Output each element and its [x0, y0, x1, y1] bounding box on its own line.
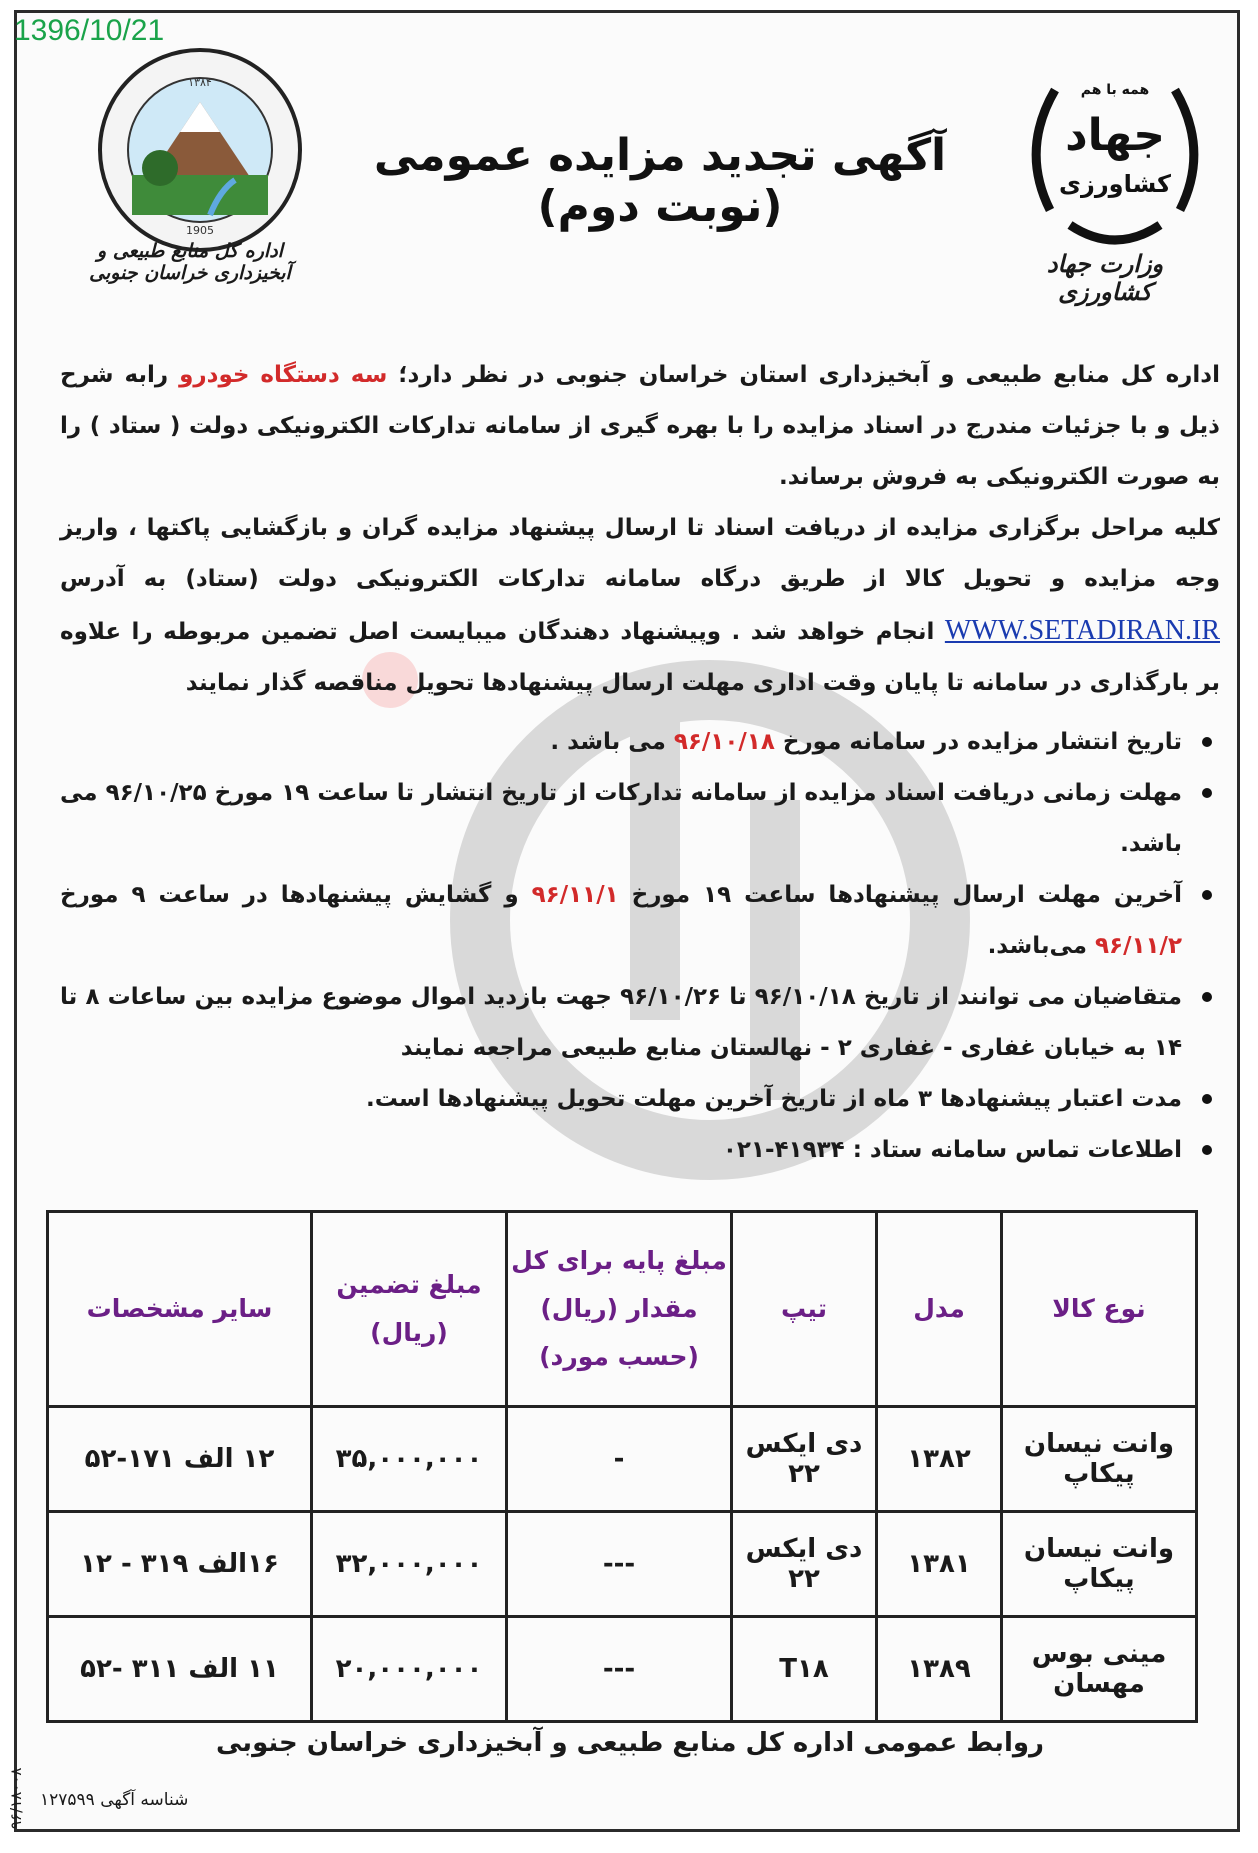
table-row: [48, 1512, 1197, 1617]
right-logo-caption: وزارت جهاد کشاورزی: [1046, 250, 1164, 306]
cell-trim: دی ایکس ۲۲: [732, 1512, 877, 1617]
logo-year-bottom: 1905: [186, 224, 214, 237]
cell-model: ۱۳۸۱: [877, 1512, 1002, 1617]
table-header-row: [48, 1212, 1197, 1407]
page-title: آگهی تجدید مزایده عمومی (نوبت دوم): [373, 130, 947, 232]
intro-highlight: سه دستگاه خودرو: [179, 362, 388, 388]
date-stamp: 1396/10/21: [14, 14, 165, 47]
cell-model: ۱۳۸۹: [877, 1617, 1002, 1722]
cell-other-specs: ۱۲ الف ۱۷۱-۵۲: [48, 1407, 312, 1512]
list-item-submission-deadline: آخرین مهلت ارسال پیشنهادها ساعت ۱۹ مورخ ۹۶/۱۱/۱ و گشایش پیشنهادها در ساعت ۹ مورخ ۹۶/۱۱/۲ می‌باشد.: [60, 870, 1220, 972]
cell-trim: T۱۸: [732, 1617, 877, 1722]
ad-id: شناسه آگهی ۱۲۷۵۹۹: [40, 1790, 189, 1810]
cell-guarantee: ۲۰,۰۰۰,۰۰۰: [312, 1617, 507, 1722]
header-model: مدل: [877, 1212, 1002, 1407]
process-text-a: کلیه مراحل برگزاری مزایده از دریافت اسناد تا ارسال پیشنهاد مزایده گران و بازگشایی پاکتها ، واریز وجه مزایده و تحویل کالا از طریق درگاه سامانه تدارکات الکترونیکی دولت (ستاد) به آدرس: [60, 515, 1220, 592]
paragraph-intro: [60, 350, 1220, 503]
list-item-visit-schedule: متقاضیان می توانند از تاریخ ۹۶/۱۰/۱۸ تا ۹۶/۱۰/۲۶ جهت بازدید اموال موضوع مزایده بین ساعات ۸ تا ۱۴ به خیابان غفاری - غفاری ۲ - نهالستان منابع طبیعی مراجعه نمایند: [60, 972, 1220, 1074]
footer-signature: روابط عمومی اداره کل منابع طبیعی و آبخیزداری خراسان جنوبی: [216, 1728, 1044, 1758]
side-code: ۹۶/۱۸۰۰۸: [7, 1767, 25, 1829]
header-item-type: نوع کالا: [1002, 1212, 1197, 1407]
cell-item-type: وانت نیسان پیکاپ: [1002, 1407, 1197, 1512]
list-item-publish-date: تاریخ انتشار مزایده در سامانه مورخ ۹۶/۱۰/۱۸ می باشد .: [60, 717, 1220, 768]
conditions-list: [60, 717, 1220, 1176]
logo-year-top: ۱۳۸۴: [188, 76, 212, 89]
table-row: [48, 1617, 1197, 1722]
setad-link[interactable]: WWW.SETADIRAN.IR: [944, 615, 1220, 646]
cell-model: ۱۳۸۲: [877, 1407, 1002, 1512]
cell-guarantee: ۳۲,۰۰۰,۰۰۰: [312, 1512, 507, 1617]
cell-base-price: -: [507, 1407, 732, 1512]
logo-top-text: همه با هم: [1080, 82, 1150, 98]
cell-base-price: ---: [507, 1512, 732, 1617]
logo-main-text: جهاد: [1065, 110, 1165, 161]
intro-text-a: اداره کل منابع طبیعی و آبخیزداری استان خراسان جنوبی در نظر دارد؛: [387, 362, 1220, 388]
list-item-document-deadline: مهلت زمانی دریافت اسناد مزایده از سامانه تدارکات از تاریخ انتشار تا ساعت ۱۹ مورخ ۹۶/۱۰/۲۵ می باشد.: [60, 768, 1220, 870]
cell-item-type: مینی بوس مهسان: [1002, 1617, 1197, 1722]
left-logo-caption: اداره کل منابع طبیعی و آبخیزداری خراسان جنوبی: [89, 240, 291, 284]
header-trim: تیپ: [732, 1212, 877, 1407]
header-base-price: مبلغ پایه برای کل مقدار (ریال) (حسب مورد): [507, 1212, 732, 1407]
cell-base-price: ---: [507, 1617, 732, 1722]
cell-trim: دی ایکس ۲۲: [732, 1407, 877, 1512]
process-text-b: انجام خواهد شد . وپیشنهاد دهندگان میبایست اصل تضمین مربوطه را علاوه بر بارگذاری در سامانه تا پایان وقت اداری مهلت ارسال پیشنهادها تحویل مناقصه گذار نمایند: [60, 619, 1220, 696]
vehicles-table: [46, 1210, 1198, 1723]
header-other-specs: سایر مشخصات: [48, 1212, 312, 1407]
cell-other-specs: ۱۶الف ۳۱۹ - ۱۲: [48, 1512, 312, 1617]
table-row: [48, 1407, 1197, 1512]
header-guarantee: مبلغ تضمین (ریال): [312, 1212, 507, 1407]
paragraph-process: [60, 503, 1220, 709]
cell-guarantee: ۳۵,۰۰۰,۰۰۰: [312, 1407, 507, 1512]
list-item-validity: مدت اعتبار پیشنهادها ۳ ماه از تاریخ آخرین مهلت تحویل پیشنهادها است.: [60, 1074, 1220, 1125]
cell-other-specs: ۱۱ الف ۳۱۱ -۵۲: [48, 1617, 312, 1722]
list-item-contact: اطلاعات تماس سامانه ستاد : ۴۱۹۳۴-۰۲۱: [60, 1125, 1220, 1176]
logo-sub-text: کشاورزی: [1059, 170, 1171, 198]
notice-body: [60, 350, 1220, 1176]
intro-text-b: رابه شرح ذیل و با جزئیات مندرج در اسناد مزایده را با بهره گیری از سامانه تدارکات الکترونیکی دولت ( ستاد ) را به صورت الکترونیکی به فروش برساند.: [60, 362, 1220, 490]
cell-item-type: وانت نیسان پیکاپ: [1002, 1512, 1197, 1617]
